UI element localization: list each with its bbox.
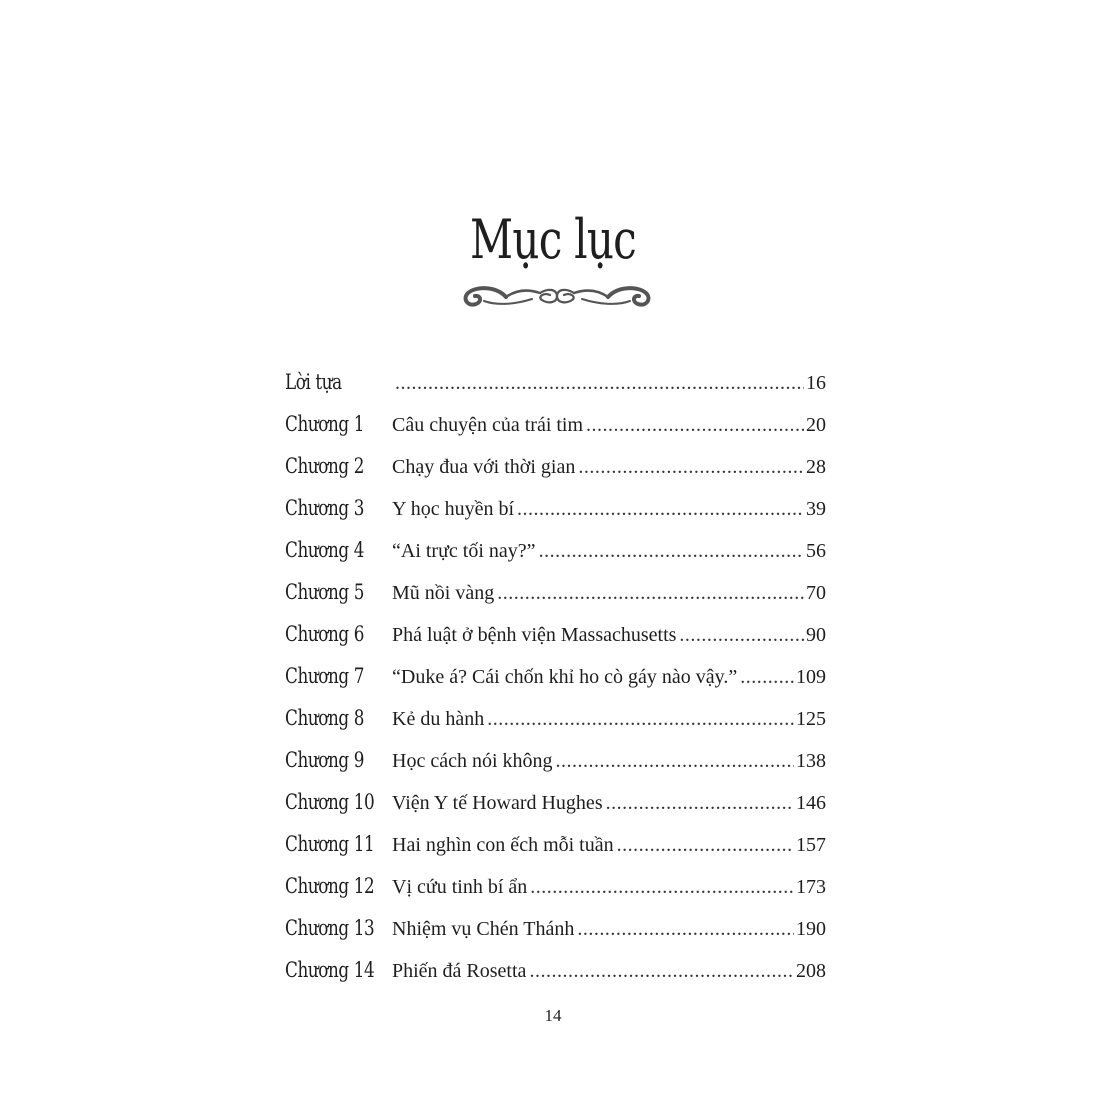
toc-entry <box>285 529 826 571</box>
toc-entry-page: 109 <box>796 666 826 688</box>
toc-entry-title: Học cách nói không <box>392 750 553 772</box>
dot-leader <box>586 404 804 446</box>
toc-entry-title: “Duke á? Cái chốn khỉ ho cò gáy nào vậy.” <box>392 666 738 688</box>
dot-leader <box>577 908 794 950</box>
toc-entry <box>285 697 826 739</box>
toc-entry-label: Chương 5 <box>285 580 365 604</box>
toc-entry <box>285 445 826 487</box>
toc-entry <box>285 403 826 445</box>
toc-entry-label: Chương 7 <box>285 664 365 688</box>
toc-entry-page: 146 <box>796 792 826 814</box>
toc-entry-title: Vị cứu tinh bí ẩn <box>392 876 528 898</box>
toc-entry <box>285 781 826 823</box>
toc-entry-title: Chạy đua với thời gian <box>392 456 576 478</box>
toc-entry <box>285 361 826 403</box>
toc-entry-page: 157 <box>796 834 826 856</box>
toc-entry-page: 90 <box>806 624 826 646</box>
toc-entry-label: Chương 8 <box>285 706 365 730</box>
toc-entry-title: “Ai trực tối nay?” <box>392 540 536 562</box>
toc-entry-page: 190 <box>796 918 826 940</box>
dot-leader <box>556 740 794 782</box>
toc-entry-label: Chương 2 <box>285 454 365 478</box>
dot-leader <box>529 950 794 992</box>
toc-entry-label: Chương 12 <box>285 874 375 898</box>
toc-entry-page: 20 <box>806 414 826 436</box>
table-of-contents <box>285 361 826 991</box>
toc-entry-label: Chương 1 <box>285 412 365 436</box>
dot-leader <box>617 824 794 866</box>
dot-leader <box>539 530 804 572</box>
toc-entry <box>285 823 826 865</box>
toc-entry-label: Chương 14 <box>285 958 375 982</box>
toc-entry-title: Kẻ du hành <box>392 708 485 730</box>
toc-entry-page: 16 <box>806 372 826 394</box>
dot-leader <box>740 656 794 698</box>
toc-entry-page: 56 <box>806 540 826 562</box>
toc-entry <box>285 487 826 529</box>
toc-entry-title: Hai nghìn con ếch mỗi tuần <box>392 834 614 856</box>
toc-entry-label: Chương 10 <box>285 790 375 814</box>
page-title: Mục lục <box>470 208 636 271</box>
dot-leader <box>578 446 804 488</box>
toc-entry-page: 208 <box>796 960 826 982</box>
toc-entry-title: Mũ nồi vàng <box>392 582 495 604</box>
toc-entry <box>285 949 826 991</box>
toc-entry <box>285 655 826 697</box>
toc-entry-label: Chương 11 <box>285 832 375 856</box>
toc-entry <box>285 613 826 655</box>
toc-entry-page: 39 <box>806 498 826 520</box>
dot-leader <box>497 572 804 614</box>
toc-entry <box>285 865 826 907</box>
toc-entry-title: Nhiệm vụ Chén Thánh <box>392 918 575 940</box>
toc-entry-label: Lời tựa <box>285 370 342 394</box>
toc-entry <box>285 907 826 949</box>
toc-entry-title: Phá luật ở bệnh viện Massachusetts <box>392 624 677 646</box>
toc-entry-title: Viện Y tế Howard Hughes <box>392 792 603 814</box>
toc-entry-page: 28 <box>806 456 826 478</box>
toc-entry-label: Chương 13 <box>285 916 375 940</box>
toc-entry-label: Chương 3 <box>285 496 365 520</box>
dot-leader <box>530 866 794 908</box>
toc-entry <box>285 739 826 781</box>
dot-leader <box>606 782 794 824</box>
dot-leader <box>395 362 804 404</box>
dot-leader <box>517 488 804 530</box>
toc-entry-title: Câu chuyện của trái tim <box>392 414 584 436</box>
toc-entry-label: Chương 9 <box>285 748 365 772</box>
toc-entry-label: Chương 4 <box>285 538 365 562</box>
toc-entry-page: 70 <box>806 582 826 604</box>
toc-entry-label: Chương 6 <box>285 622 365 646</box>
toc-entry-title: Y học huyền bí <box>392 498 515 520</box>
toc-entry-page: 173 <box>796 876 826 898</box>
page-number: 14 <box>544 1006 562 1025</box>
toc-entry <box>285 571 826 613</box>
toc-entry-page: 125 <box>796 708 826 730</box>
dot-leader <box>679 614 804 656</box>
dot-leader <box>487 698 794 740</box>
toc-entry-page: 138 <box>796 750 826 772</box>
flourish-ornament-icon <box>462 280 652 314</box>
toc-entry-title: Phiến đá Rosetta <box>392 960 527 982</box>
